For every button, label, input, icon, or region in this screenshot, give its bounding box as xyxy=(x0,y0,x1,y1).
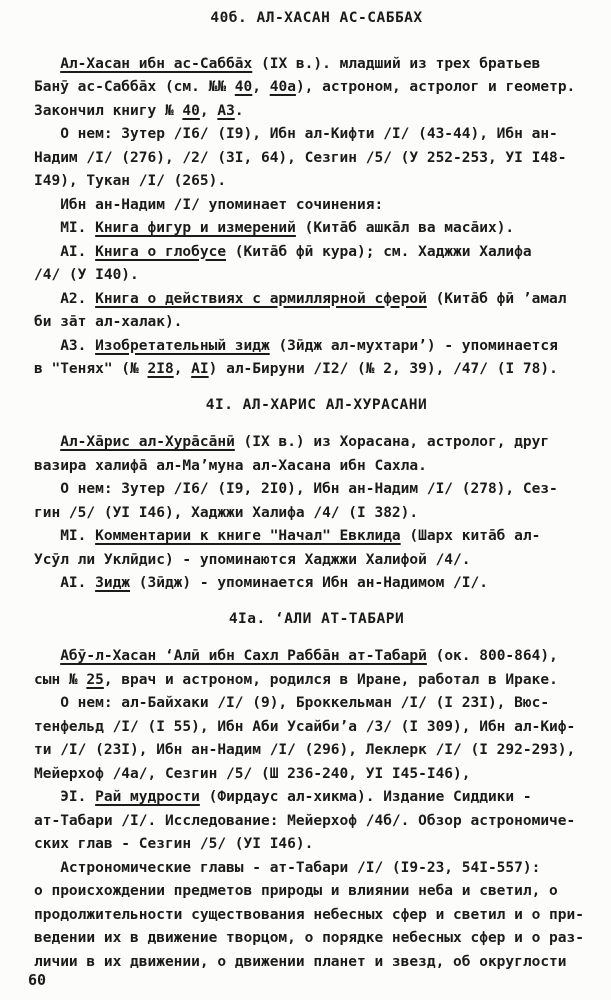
text-line xyxy=(34,786,599,810)
section-heading: 40б. АЛ-ХАСАН АС-САББАХ xyxy=(210,10,423,26)
text-line xyxy=(34,669,599,693)
text-segment: тенфельд /I/ (I 55), Ибн Аби Усайби’а /3/ (I 309), Ибн ал-Киф- xyxy=(34,718,576,735)
underlined-text: Книга фигур и измерений xyxy=(95,220,296,236)
text-segment: (IX в.). младший из трех братьев xyxy=(252,55,541,72)
text-line xyxy=(34,716,599,740)
text-segment: Надим /I/ (276), /2/ (3I, 64), Сезгин /5/ (У 252-253, УI I48- xyxy=(34,149,567,166)
text-segment: продолжительности существования небесных сфер и светил и о при- xyxy=(34,906,584,923)
text-segment: ти /I/ (23I), Ибн ан-Надим /I/ (296), Леклерк /I/ (I 292-293), xyxy=(34,742,576,758)
underlined-text: Абӯ-л-Хасан ‘Алӣ ибн Сахл Рабба̄н ат-Табарӣ xyxy=(60,648,427,664)
paragraph xyxy=(34,478,599,525)
text-line xyxy=(34,549,599,573)
text-segment: МI. xyxy=(34,220,96,236)
text-segment: личии в их движении, о движении планет и звезд, об округлости xyxy=(34,953,567,970)
text-line xyxy=(34,217,599,241)
section-heading: 4I. АЛ-ХАРИС АЛ-ХУРАСАНИ xyxy=(205,396,428,413)
text-line xyxy=(34,572,599,596)
text-line xyxy=(34,502,599,526)
underlined-text: 25 xyxy=(86,671,104,688)
underlined-text: Книга о действиях с армиллярной сферой xyxy=(95,290,427,307)
section xyxy=(34,608,599,975)
text-segment: би за̄т ал-халак). xyxy=(34,314,183,330)
text-segment: ЭI. xyxy=(34,789,96,805)
text-line xyxy=(34,951,599,975)
text-segment: /4/ (У I40). xyxy=(34,267,139,283)
paragraph xyxy=(34,194,599,218)
text-line xyxy=(34,288,599,312)
underlined-text: АI xyxy=(191,361,209,377)
paragraph xyxy=(34,123,599,194)
underlined-text: Рай мудрости xyxy=(95,789,200,805)
text-line xyxy=(34,100,599,124)
section-heading: 4Iа. ‘АЛИ АТ-ТАБАРИ xyxy=(228,610,405,627)
text-segment: Ибн ан-Надим /I/ упоминает сочинения: xyxy=(34,196,384,213)
text-line xyxy=(34,241,599,265)
text-line xyxy=(34,170,599,194)
paragraph xyxy=(34,431,599,478)
text-segment: , xyxy=(252,79,270,95)
text-segment: Банӯ ас-Сабба̄х (см. №№ xyxy=(34,79,235,95)
text-segment: А2. xyxy=(34,290,96,307)
text-segment: сын № xyxy=(34,671,87,688)
text-segment: АI. xyxy=(34,243,96,260)
paragraph xyxy=(34,786,599,857)
text-segment: О нем: ал-Байхаки /I/ (9), Броккельман /I/ (I 23I), Вюс- xyxy=(34,695,550,711)
text-line xyxy=(34,810,599,834)
text-line xyxy=(34,927,599,951)
text-segment xyxy=(34,56,60,72)
text-segment: , врач и астроном, родился в Иране, работал в Ираке. xyxy=(103,671,558,688)
underlined-text: Комментарии к книге "Начал" Евклида xyxy=(95,528,401,544)
text-segment: (Шарх кита̄б ал- xyxy=(400,528,541,544)
text-segment: АI. xyxy=(34,575,96,591)
text-segment: о происхождении предметов природы и влиянии неба и светил, о xyxy=(34,883,558,899)
underlined-text: А3 xyxy=(217,102,235,119)
paragraph xyxy=(34,241,599,288)
text-line xyxy=(34,53,599,77)
section xyxy=(34,394,599,596)
text-segment: Астрономические главы - ат-Табари /I/ (I9-23, 54I-557): xyxy=(34,859,541,876)
text-segment: в "Тенях" (№ xyxy=(34,361,148,377)
paragraph xyxy=(34,572,599,596)
paragraph xyxy=(34,217,599,241)
text-line xyxy=(34,76,599,100)
text-line xyxy=(34,880,599,904)
paragraph xyxy=(34,53,599,124)
text-segment: вазира халифа̄ ал-Ма’муна ал-Хасана ибн Сахла. xyxy=(34,457,427,474)
text-segment: , xyxy=(173,361,192,377)
text-segment: (Кита̄б фӣ ’амал xyxy=(426,290,567,307)
paragraph xyxy=(34,525,599,572)
text-line xyxy=(34,692,599,716)
text-segment: МI. xyxy=(34,528,96,544)
text-segment: ат-Табари /I/. Исследование: Мейерхоф /4б/. Обзор астрономиче- xyxy=(34,812,576,829)
text-segment: Усӯл ли Уклӣдис) - упоминаются Хаджжи Халифой /4/. xyxy=(34,551,471,568)
text-segment: Закончил книгу № xyxy=(34,102,183,119)
underlined-text: Зидж xyxy=(95,575,131,591)
text-segment: ских глав - Сезгин /5/ (УI I46). xyxy=(34,836,314,852)
underlined-text: Книга о глобусе xyxy=(95,243,227,260)
text-segment: А3. xyxy=(34,337,96,354)
paragraph xyxy=(34,645,599,692)
text-segment: (IX в.) из Хорасана, астролог, друг xyxy=(234,434,550,450)
text-segment: ведении их в движение творцом, о порядке небесных сфер и о раз- xyxy=(34,930,584,946)
text-line xyxy=(34,123,599,147)
text-segment: гин /5/ (УI I46), Хаджжи Халифа /4/ (I 382). xyxy=(34,504,419,521)
text-line xyxy=(34,147,599,171)
underlined-text: Изобретательный зидж xyxy=(95,337,270,354)
text-segment xyxy=(34,434,60,450)
text-segment: (ок. 800-864), xyxy=(426,648,558,664)
text-line xyxy=(34,525,599,549)
text-segment xyxy=(34,648,60,664)
text-segment: Мейерхоф /4а/, Сезгин /5/ (Ш 236-240, УI I45-I46), xyxy=(34,765,471,782)
underlined-text: 40 xyxy=(234,79,253,95)
text-line xyxy=(34,264,599,288)
paragraph xyxy=(34,335,599,382)
text-line xyxy=(34,455,599,479)
text-segment: (Зӣдж) - упоминается Ибн ан-Надимом /I/. xyxy=(130,575,488,591)
underlined-text: Ал-Хасан ибн ас-Сабба̄х xyxy=(60,55,253,72)
text-line xyxy=(34,739,599,763)
text-segment: (Зӣдж ал-мухтари’) - упоминается xyxy=(269,337,558,354)
paragraph xyxy=(34,857,599,975)
text-line xyxy=(34,335,599,359)
text-segment: (Кита̄б ашка̄л ва маса̄их). xyxy=(295,220,515,236)
text-line xyxy=(34,645,599,669)
text-line xyxy=(34,904,599,928)
text-line xyxy=(34,194,599,218)
text-segment: (Кита̄б фӣ кура); см. Хаджжи Халифа xyxy=(226,243,532,260)
underlined-text: 2I8 xyxy=(147,361,174,377)
text-segment: ) ал-Бируни /I2/ (№ 2, 39), /47/ (I 78). xyxy=(208,361,558,377)
section xyxy=(34,7,599,382)
text-line xyxy=(34,431,599,455)
text-line xyxy=(34,763,599,787)
text-segment: (Фирдаус ал-хикма). Издание Сиддики - xyxy=(199,789,532,805)
text-line xyxy=(34,311,599,335)
paragraph xyxy=(34,288,599,335)
text-segment: , xyxy=(199,102,218,119)
text-segment: I49), Тукан /I/ (265). xyxy=(34,173,227,189)
text-segment: . xyxy=(234,102,244,119)
text-segment: О нем: Зутер /I6/ (I9), Ибн ал-Кифти /I/ (43-44), Ибн ан- xyxy=(34,126,558,142)
page-number: 60 xyxy=(28,971,47,989)
text-line xyxy=(34,358,599,382)
text-segment: ), астроном, астролог и геометр. xyxy=(295,79,576,95)
underlined-text: Ал-Ха̄рис ал-Хура̄са̄нӣ xyxy=(60,434,235,450)
text-line xyxy=(34,833,599,857)
text-segment: О нем: Зутер /I6/ (I9, 2I0), Ибн ан-Надим /I/ (278), Сез- xyxy=(34,481,558,497)
text-line xyxy=(34,857,599,881)
paragraph xyxy=(34,692,599,786)
underlined-text: 40 xyxy=(182,102,200,119)
underlined-text: 40а xyxy=(269,79,296,95)
text-line xyxy=(34,478,599,502)
